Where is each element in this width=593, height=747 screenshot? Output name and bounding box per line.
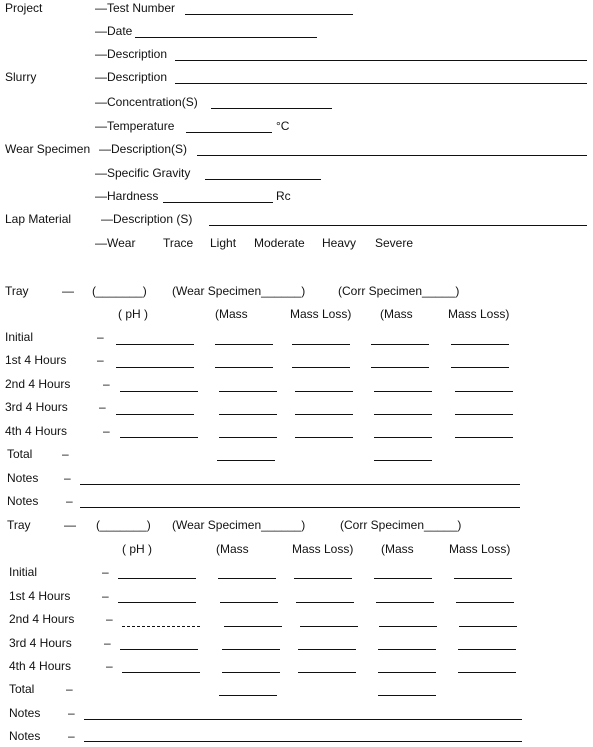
- project-description-label: —Description: [95, 47, 168, 61]
- tray-number-blank[interactable]: (_______): [96, 518, 151, 532]
- ph-field[interactable]: [118, 602, 196, 603]
- corr-mass-loss-field[interactable]: [458, 649, 516, 650]
- wear-mass-field[interactable]: [222, 672, 280, 673]
- col-wear-mass: (Mass: [216, 542, 249, 556]
- corr-mass-field[interactable]: [376, 602, 434, 603]
- total-dash: –: [66, 682, 73, 696]
- total-label: Total: [9, 682, 35, 696]
- wear-mass-field[interactable]: [219, 414, 277, 415]
- corr-mass-loss-field[interactable]: [451, 344, 509, 345]
- row-label-initial: Initial: [9, 565, 38, 579]
- slurry-description-label: —Description: [95, 70, 168, 84]
- corr-mass-loss-field[interactable]: [455, 437, 513, 438]
- row-dash: –: [97, 330, 104, 344]
- wear-option-severe[interactable]: Severe: [375, 236, 414, 250]
- corr-mass-field[interactable]: [374, 414, 432, 415]
- row-label-2nd: 2nd 4 Hours: [9, 612, 75, 626]
- hardness-field[interactable]: [163, 202, 273, 203]
- wear-mass-loss-field[interactable]: [300, 626, 358, 627]
- corr-mass-field[interactable]: [374, 437, 432, 438]
- wear-description-label: —Description(S): [99, 142, 188, 156]
- corr-mass-field[interactable]: [371, 344, 429, 345]
- test-number-field[interactable]: [185, 14, 353, 15]
- concentration-label: —Concentration(S): [95, 95, 198, 109]
- notes-dash: –: [68, 729, 75, 743]
- row-dash: –: [106, 659, 113, 673]
- corr-mass-loss-field[interactable]: [459, 626, 517, 627]
- row-label-3rd: 3rd 4 Hours: [9, 636, 72, 650]
- notes-dash: –: [68, 706, 75, 720]
- corr-mass-field[interactable]: [379, 626, 437, 627]
- wear-option-trace[interactable]: Trace: [163, 236, 194, 250]
- col-wear-mass-loss: Mass Loss): [290, 307, 352, 321]
- lap-description-label: —Description (S): [101, 212, 193, 226]
- corr-mass-field[interactable]: [371, 367, 429, 368]
- wear-mass-field[interactable]: [215, 344, 273, 345]
- wear-mass-loss-field[interactable]: [295, 391, 353, 392]
- lap-material-label: Lap Material: [5, 212, 72, 226]
- notes-field[interactable]: [80, 507, 520, 508]
- wear-mass-field[interactable]: [219, 437, 277, 438]
- notes-field[interactable]: [84, 741, 522, 742]
- corr-mass-loss-field[interactable]: [458, 672, 516, 673]
- test-number-label: —Test Number: [95, 1, 176, 15]
- corr-specimen-blank[interactable]: (Corr Specimen_____): [338, 284, 460, 298]
- tray-label: Tray: [7, 518, 31, 532]
- row-label-3rd: 3rd 4 Hours: [5, 400, 68, 414]
- project-label: Project: [5, 1, 43, 15]
- slurry-label: Slurry: [5, 70, 37, 84]
- row-dash: –: [104, 636, 111, 650]
- row-label-4th: 4th 4 Hours: [5, 424, 68, 438]
- notes-field[interactable]: [80, 484, 520, 485]
- concentration-field[interactable]: [211, 108, 332, 109]
- col-wear-mass-loss: Mass Loss): [292, 542, 354, 556]
- corr-mass-loss-field[interactable]: [454, 578, 512, 579]
- row-dash: –: [102, 589, 109, 603]
- total-dash: –: [62, 447, 69, 461]
- tray-dash: —: [64, 518, 76, 532]
- corr-specimen-blank[interactable]: (Corr Specimen_____): [340, 518, 462, 532]
- project-description-field[interactable]: [175, 60, 587, 61]
- wear-mass-loss-field[interactable]: [298, 672, 356, 673]
- corr-mass-field[interactable]: [378, 649, 436, 650]
- wear-scale-label: —Wear: [95, 236, 136, 250]
- specific-gravity-label: —Specific Gravity: [95, 166, 191, 180]
- notes-label: Notes: [7, 494, 39, 508]
- specific-gravity-field[interactable]: [205, 179, 321, 180]
- row-dash: –: [103, 377, 110, 391]
- wear-mass-loss-field[interactable]: [292, 367, 350, 368]
- ph-field[interactable]: [120, 391, 198, 392]
- hardness-label: —Hardness: [95, 189, 159, 203]
- wear-mass-field[interactable]: [222, 649, 280, 650]
- ph-field[interactable]: [120, 437, 198, 438]
- slurry-description-field[interactable]: [175, 83, 587, 84]
- corr-total-field[interactable]: [378, 695, 436, 696]
- col-ph: ( pH ): [118, 307, 148, 321]
- ph-field[interactable]: [122, 626, 200, 627]
- total-label: Total: [7, 447, 33, 461]
- row-label-initial: Initial: [5, 330, 34, 344]
- corr-mass-loss-field[interactable]: [451, 367, 509, 368]
- wear-option-heavy[interactable]: Heavy: [322, 236, 357, 250]
- tray-dash: —: [62, 284, 74, 298]
- temperature-label: —Temperature: [95, 119, 175, 133]
- corr-total-field[interactable]: [374, 460, 432, 461]
- corr-mass-field[interactable]: [374, 578, 432, 579]
- ph-field[interactable]: [122, 672, 200, 673]
- wear-specimen-blank[interactable]: (Wear Specimen______): [172, 518, 306, 532]
- tray-number-blank[interactable]: (_______): [92, 284, 147, 298]
- col-wear-mass: (Mass: [215, 307, 248, 321]
- wear-mass-loss-field[interactable]: [294, 578, 352, 579]
- wear-description-field[interactable]: [197, 155, 587, 156]
- wear-mass-field[interactable]: [219, 391, 277, 392]
- wear-mass-field[interactable]: [220, 602, 278, 603]
- tray-label: Tray: [5, 284, 29, 298]
- col-corr-mass: (Mass: [380, 307, 413, 321]
- row-dash: –: [106, 612, 113, 626]
- wear-mass-loss-field[interactable]: [298, 649, 356, 650]
- row-dash: –: [102, 565, 109, 579]
- row-dash: –: [97, 353, 104, 367]
- row-label-1st: 1st 4 Hours: [9, 589, 71, 603]
- wear-mass-loss-field[interactable]: [292, 344, 350, 345]
- corr-mass-loss-field[interactable]: [456, 602, 514, 603]
- notes-dash: –: [64, 471, 71, 485]
- ph-field[interactable]: [116, 414, 194, 415]
- hardness-unit: Rc: [276, 189, 291, 203]
- wear-mass-loss-field[interactable]: [295, 414, 353, 415]
- notes-dash: –: [66, 494, 73, 508]
- ph-field[interactable]: [120, 649, 198, 650]
- ph-field[interactable]: [118, 578, 196, 579]
- wear-specimen-blank[interactable]: (Wear Specimen______): [172, 284, 306, 298]
- temperature-field[interactable]: [186, 132, 272, 133]
- row-dash: –: [103, 424, 110, 438]
- wear-mass-field[interactable]: [215, 367, 273, 368]
- notes-label: Notes: [9, 729, 41, 743]
- ph-field[interactable]: [116, 344, 194, 345]
- col-ph: ( pH ): [122, 542, 152, 556]
- corr-mass-field[interactable]: [378, 672, 436, 673]
- notes-label: Notes: [7, 471, 39, 485]
- date-field[interactable]: [135, 37, 317, 38]
- corr-mass-loss-field[interactable]: [455, 414, 513, 415]
- col-corr-mass-loss: Mass Loss): [448, 307, 510, 321]
- wear-total-field[interactable]: [217, 460, 275, 461]
- notes-field[interactable]: [84, 719, 522, 720]
- row-label-4th: 4th 4 Hours: [9, 659, 72, 673]
- date-label: —Date: [95, 24, 133, 38]
- col-corr-mass: (Mass: [381, 542, 414, 556]
- wear-specimen-label: Wear Specimen: [5, 142, 91, 156]
- corr-mass-field[interactable]: [374, 391, 432, 392]
- col-corr-mass-loss: Mass Loss): [449, 542, 511, 556]
- wear-total-field[interactable]: [219, 695, 277, 696]
- wear-mass-loss-field[interactable]: [296, 602, 354, 603]
- notes-label: Notes: [9, 706, 41, 720]
- wear-option-moderate[interactable]: Moderate: [254, 236, 305, 250]
- wear-mass-field[interactable]: [218, 578, 276, 579]
- row-label-1st: 1st 4 Hours: [5, 353, 67, 367]
- row-label-2nd: 2nd 4 Hours: [5, 377, 71, 391]
- wear-mass-loss-field[interactable]: [295, 437, 353, 438]
- wear-mass-field[interactable]: [224, 626, 282, 627]
- temperature-unit: °C: [276, 119, 290, 133]
- ph-field[interactable]: [116, 367, 194, 368]
- lap-description-field[interactable]: [209, 225, 587, 226]
- wear-option-light[interactable]: Light: [210, 236, 237, 250]
- row-dash: –: [99, 400, 106, 414]
- corr-mass-loss-field[interactable]: [455, 391, 513, 392]
